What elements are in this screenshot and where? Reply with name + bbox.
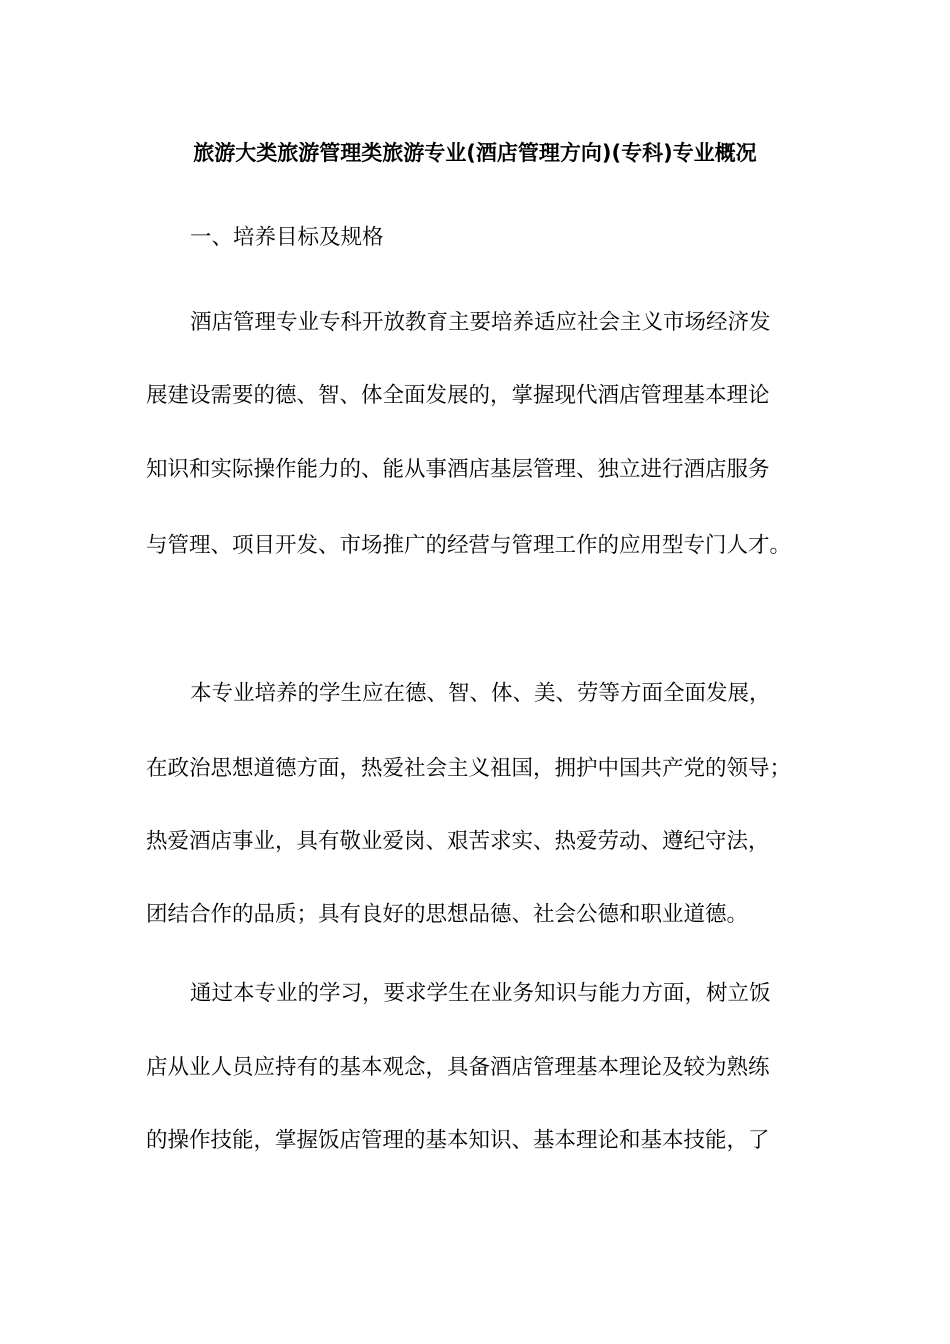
paragraph-line: 与管理、项目开发、市场推广的经营与管理工作的应用型专门人才。	[146, 533, 792, 558]
paragraph-line: 通过本专业的学习，要求学生在业务知识与能力方面，树立饭	[190, 981, 771, 1006]
paragraph-line: 在政治思想道德方面，热爱社会主义祖国，拥护中国共产党的领导；	[146, 756, 792, 781]
paragraph-line: 的操作技能，掌握饭店管理的基本知识、基本理论和基本技能，了	[146, 1128, 770, 1153]
document-title: 旅游大类旅游管理类旅游专业(酒店管理方向)(专科)专业概况	[193, 141, 757, 165]
paragraph-line: 知识和实际操作能力的、能从事酒店基层管理、独立进行酒店服务	[146, 457, 770, 482]
section-heading: 一、培养目标及规格	[190, 225, 384, 250]
paragraph-line: 展建设需要的德、智、体全面发展的，掌握现代酒店管理基本理论	[146, 383, 770, 408]
paragraph-line: 热爱酒店事业，具有敬业爱岗、艰苦求实、热爱劳动、遵纪守法，	[146, 829, 770, 854]
paragraph-line: 团结合作的品质；具有良好的思想品德、社会公德和职业道德。	[146, 902, 749, 927]
paragraph-line: 本专业培养的学生应在德、智、体、美、劳等方面全面发展，	[190, 681, 771, 706]
paragraph-line: 酒店管理专业专科开放教育主要培养适应社会主义市场经济发	[190, 310, 771, 335]
paragraph-line: 店从业人员应持有的基本观念，具备酒店管理基本理论及较为熟练	[146, 1055, 770, 1080]
